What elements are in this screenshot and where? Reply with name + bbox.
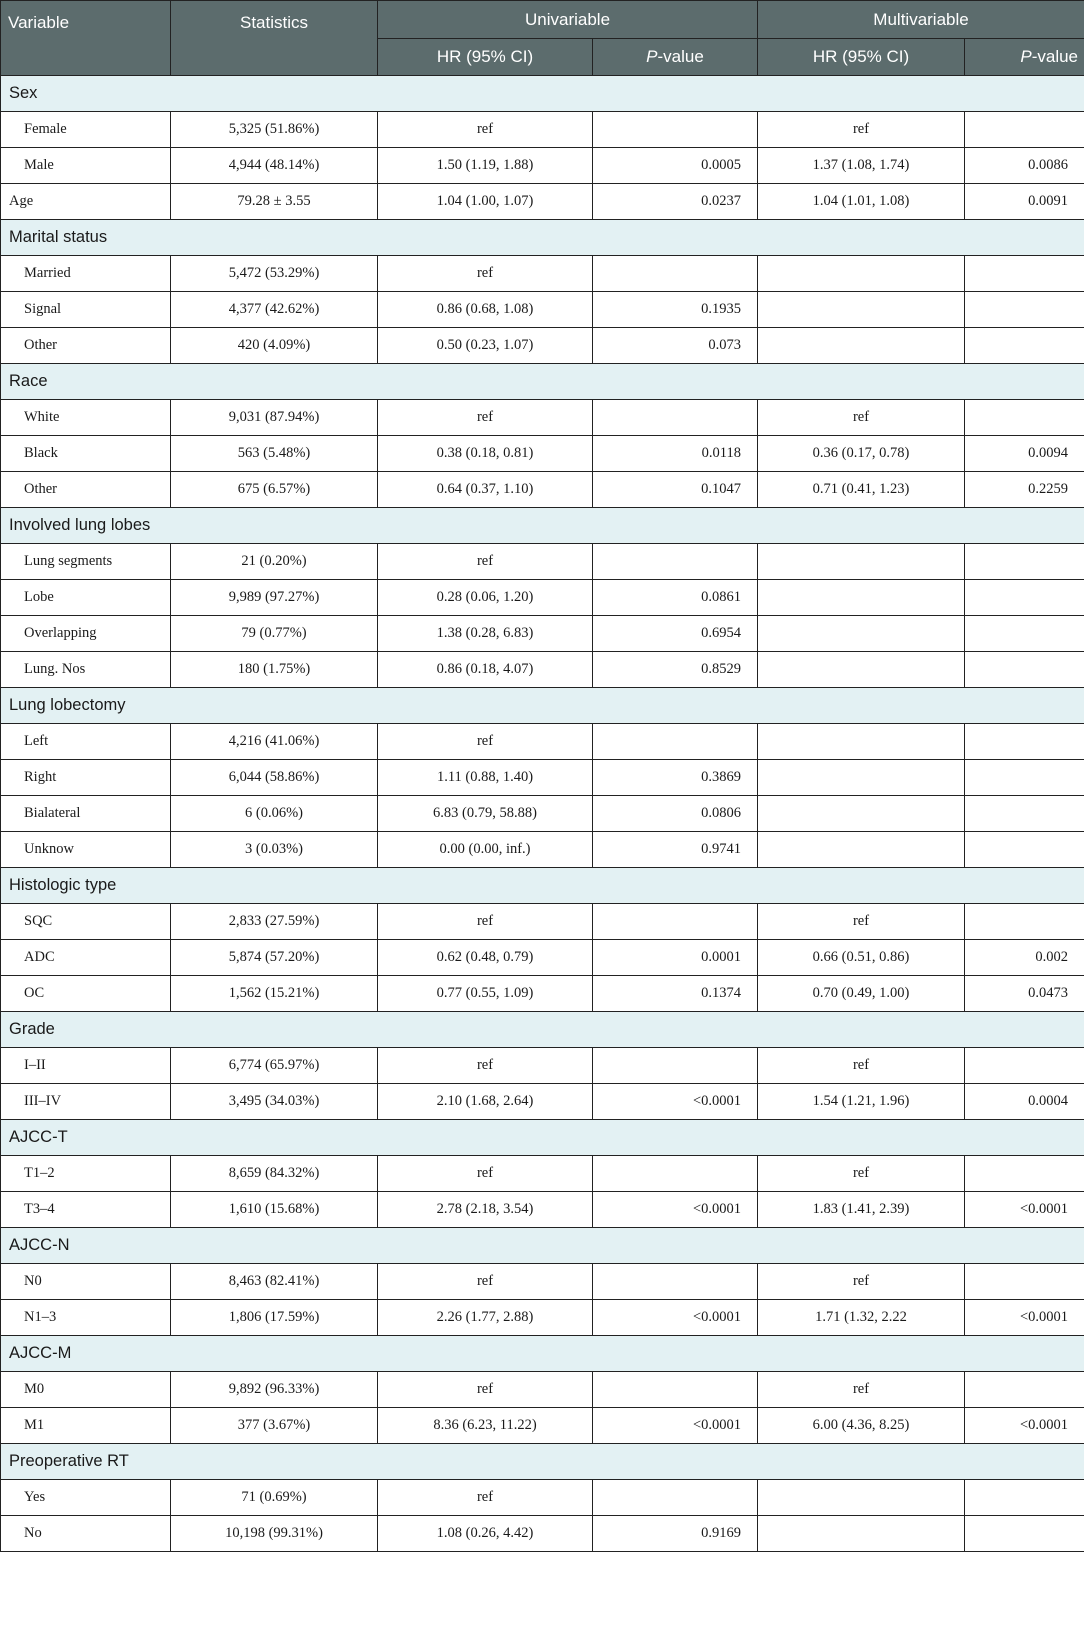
header-statistics: Statistics — [171, 1, 378, 76]
multivariable-hr-cell: 0.71 (0.41, 1.23) — [758, 472, 965, 508]
section-row — [1, 508, 1084, 544]
section-title: Lung lobectomy — [1, 688, 1084, 724]
univariable-pvalue-cell — [593, 1372, 758, 1408]
table-row — [1, 292, 1084, 328]
statistics-cell: 377 (3.67%) — [171, 1408, 378, 1444]
section-title: AJCC-N — [1, 1228, 1084, 1264]
table-row — [1, 1516, 1084, 1552]
header-multivariable-hr: HR (95% CI) — [758, 39, 965, 76]
row-label: White — [1, 400, 171, 436]
section-title: AJCC-M — [1, 1336, 1084, 1372]
multivariable-pvalue-cell — [965, 760, 1084, 796]
univariable-hr-cell: 6.83 (0.79, 58.88) — [378, 796, 593, 832]
table-row — [1, 1372, 1084, 1408]
multivariable-pvalue-cell: 0.2259 — [965, 472, 1084, 508]
univariable-pvalue-cell: 0.0861 — [593, 580, 758, 616]
multivariable-hr-cell: ref — [758, 1264, 965, 1300]
section-title: Involved lung lobes — [1, 508, 1084, 544]
univariable-pvalue-cell: 0.3869 — [593, 760, 758, 796]
statistics-cell: 3 (0.03%) — [171, 832, 378, 868]
univariable-pvalue-cell — [593, 544, 758, 580]
multivariable-pvalue-cell — [965, 1372, 1084, 1408]
table-row — [1, 112, 1084, 148]
multivariable-hr-cell — [758, 724, 965, 760]
section-row — [1, 1444, 1084, 1480]
table-row — [1, 472, 1084, 508]
univariable-pvalue-cell — [593, 1480, 758, 1516]
multivariable-hr-cell — [758, 832, 965, 868]
header-univariable-hr: HR (95% CI) — [378, 39, 593, 76]
univariable-hr-cell: ref — [378, 544, 593, 580]
table-row — [1, 1300, 1084, 1336]
univariable-hr-cell: 0.86 (0.68, 1.08) — [378, 292, 593, 328]
table-row — [1, 148, 1084, 184]
multivariable-hr-cell — [758, 652, 965, 688]
univariable-hr-cell: 0.50 (0.23, 1.07) — [378, 328, 593, 364]
statistics-cell: 10,198 (99.31%) — [171, 1516, 378, 1552]
section-row — [1, 1012, 1084, 1048]
statistics-cell: 675 (6.57%) — [171, 472, 378, 508]
table-row — [1, 328, 1084, 364]
statistics-cell: 71 (0.69%) — [171, 1480, 378, 1516]
univariable-pvalue-cell: 0.8529 — [593, 652, 758, 688]
multivariable-hr-cell: 1.54 (1.21, 1.96) — [758, 1084, 965, 1120]
table-row — [1, 976, 1084, 1012]
header-multivariable-pvalue — [965, 39, 1084, 76]
univariable-pvalue-cell — [593, 400, 758, 436]
statistics-cell: 6,774 (65.97%) — [171, 1048, 378, 1084]
multivariable-hr-cell: 1.04 (1.01, 1.08) — [758, 184, 965, 220]
multivariable-pvalue-cell: 0.0473 — [965, 976, 1084, 1012]
univariable-hr-cell: 8.36 (6.23, 11.22) — [378, 1408, 593, 1444]
table-row — [1, 1480, 1084, 1516]
multivariable-hr-cell: 6.00 (4.36, 8.25) — [758, 1408, 965, 1444]
row-label: Yes — [1, 1480, 171, 1516]
section-row — [1, 220, 1084, 256]
row-label: I–II — [1, 1048, 171, 1084]
multivariable-hr-cell — [758, 328, 965, 364]
multivariable-hr-cell: ref — [758, 112, 965, 148]
row-label: N1–3 — [1, 1300, 171, 1336]
header-univariable: Univariable — [378, 1, 758, 39]
row-label: Female — [1, 112, 171, 148]
section-row — [1, 1336, 1084, 1372]
univariable-pvalue-cell: 0.0118 — [593, 436, 758, 472]
univariable-pvalue-cell: 0.6954 — [593, 616, 758, 652]
univariable-hr-cell: ref — [378, 400, 593, 436]
row-label: Right — [1, 760, 171, 796]
table-row — [1, 904, 1084, 940]
section-title: Histologic type — [1, 868, 1084, 904]
section-row — [1, 688, 1084, 724]
univariable-pvalue-cell — [593, 112, 758, 148]
statistics-cell: 563 (5.48%) — [171, 436, 378, 472]
statistics-cell: 9,892 (96.33%) — [171, 1372, 378, 1408]
row-label: Unknow — [1, 832, 171, 868]
multivariable-pvalue-cell: <0.0001 — [965, 1300, 1084, 1336]
section-title: Race — [1, 364, 1084, 400]
univariable-hr-cell: 0.00 (0.00, inf.) — [378, 832, 593, 868]
header-variable: Variable — [1, 1, 171, 76]
row-label: Age — [1, 184, 171, 220]
section-title: Preoperative RT — [1, 1444, 1084, 1480]
statistics-cell: 4,377 (42.62%) — [171, 292, 378, 328]
table-row — [1, 796, 1084, 832]
row-label: T1–2 — [1, 1156, 171, 1192]
row-label: Lobe — [1, 580, 171, 616]
statistics-cell: 2,833 (27.59%) — [171, 904, 378, 940]
section-row — [1, 1120, 1084, 1156]
row-label: Lung. Nos — [1, 652, 171, 688]
table-row — [1, 1264, 1084, 1300]
statistics-cell: 9,031 (87.94%) — [171, 400, 378, 436]
row-label: T3–4 — [1, 1192, 171, 1228]
multivariable-hr-cell: ref — [758, 1156, 965, 1192]
statistics-cell: 9,989 (97.27%) — [171, 580, 378, 616]
statistics-cell: 1,562 (15.21%) — [171, 976, 378, 1012]
univariable-hr-cell: 0.86 (0.18, 4.07) — [378, 652, 593, 688]
table-row — [1, 1084, 1084, 1120]
statistics-cell: 1,610 (15.68%) — [171, 1192, 378, 1228]
univariable-pvalue-cell — [593, 904, 758, 940]
row-label: Other — [1, 328, 171, 364]
multivariable-pvalue-cell — [965, 1156, 1084, 1192]
univariable-pvalue-cell: 0.1047 — [593, 472, 758, 508]
univariable-pvalue-cell: 0.0005 — [593, 148, 758, 184]
multivariable-pvalue-cell — [965, 544, 1084, 580]
multivariable-pvalue-cell — [965, 1480, 1084, 1516]
univariable-pvalue-cell: 0.0806 — [593, 796, 758, 832]
multivariable-hr-cell: ref — [758, 1372, 965, 1408]
multivariable-hr-cell — [758, 292, 965, 328]
row-label: ADC — [1, 940, 171, 976]
univariable-hr-cell: ref — [378, 256, 593, 292]
multivariable-pvalue-cell: 0.0086 — [965, 148, 1084, 184]
row-label: Married — [1, 256, 171, 292]
univariable-pvalue-cell: 0.0001 — [593, 940, 758, 976]
row-label: M0 — [1, 1372, 171, 1408]
multivariable-hr-cell — [758, 1516, 965, 1552]
row-label: Bialateral — [1, 796, 171, 832]
multivariable-hr-cell: 0.36 (0.17, 0.78) — [758, 436, 965, 472]
multivariable-hr-cell — [758, 1480, 965, 1516]
multivariable-pvalue-cell — [965, 832, 1084, 868]
multivariable-hr-cell: 1.37 (1.08, 1.74) — [758, 148, 965, 184]
univariable-hr-cell: 1.38 (0.28, 6.83) — [378, 616, 593, 652]
row-label: Other — [1, 472, 171, 508]
multivariable-hr-cell: ref — [758, 904, 965, 940]
statistics-cell: 6 (0.06%) — [171, 796, 378, 832]
univariable-hr-cell: 0.77 (0.55, 1.09) — [378, 976, 593, 1012]
row-label: M1 — [1, 1408, 171, 1444]
table-row — [1, 724, 1084, 760]
statistics-cell: 5,325 (51.86%) — [171, 112, 378, 148]
multivariable-pvalue-cell — [965, 616, 1084, 652]
multivariable-hr-cell — [758, 256, 965, 292]
univariable-pvalue-cell: 0.073 — [593, 328, 758, 364]
multivariable-pvalue-cell — [965, 796, 1084, 832]
univariable-hr-cell: ref — [378, 724, 593, 760]
multivariable-pvalue-cell — [965, 400, 1084, 436]
univariable-hr-cell: ref — [378, 112, 593, 148]
multivariable-pvalue-cell — [965, 292, 1084, 328]
section-title: Sex — [1, 76, 1084, 112]
statistics-cell: 3,495 (34.03%) — [171, 1084, 378, 1120]
row-label: No — [1, 1516, 171, 1552]
univariable-pvalue-cell — [593, 1156, 758, 1192]
statistics-cell: 5,472 (53.29%) — [171, 256, 378, 292]
multivariable-pvalue-cell: <0.0001 — [965, 1408, 1084, 1444]
section-row — [1, 364, 1084, 400]
table-row — [1, 832, 1084, 868]
row-label: III–IV — [1, 1084, 171, 1120]
table-row — [1, 616, 1084, 652]
multivariable-hr-cell: 0.66 (0.51, 0.86) — [758, 940, 965, 976]
multivariable-pvalue-cell — [965, 328, 1084, 364]
header-univariable-pvalue — [593, 39, 758, 76]
section-title: Marital status — [1, 220, 1084, 256]
univariable-hr-cell: ref — [378, 1480, 593, 1516]
header-multivariable: Multivariable — [758, 1, 1084, 39]
multivariable-hr-cell — [758, 760, 965, 796]
row-label: Signal — [1, 292, 171, 328]
table-row — [1, 1048, 1084, 1084]
row-label: OC — [1, 976, 171, 1012]
table-row — [1, 436, 1084, 472]
univariable-pvalue-cell — [593, 724, 758, 760]
univariable-hr-cell: 1.08 (0.26, 4.42) — [378, 1516, 593, 1552]
table-row — [1, 400, 1084, 436]
univariable-hr-cell: ref — [378, 1264, 593, 1300]
univariable-hr-cell: 0.38 (0.18, 0.81) — [378, 436, 593, 472]
univariable-hr-cell: 0.62 (0.48, 0.79) — [378, 940, 593, 976]
table-row — [1, 652, 1084, 688]
univariable-pvalue-cell: <0.0001 — [593, 1300, 758, 1336]
univariable-pvalue-cell: <0.0001 — [593, 1408, 758, 1444]
multivariable-pvalue-cell — [965, 256, 1084, 292]
p-rest: -value — [657, 47, 704, 66]
multivariable-pvalue-cell: <0.0001 — [965, 1192, 1084, 1228]
row-label: Male — [1, 148, 171, 184]
p-italic: P — [646, 47, 658, 66]
multivariable-pvalue-cell — [965, 1048, 1084, 1084]
statistics-cell: 1,806 (17.59%) — [171, 1300, 378, 1336]
row-label: Black — [1, 436, 171, 472]
p-rest: -value — [1031, 47, 1079, 66]
univariable-hr-cell: 0.28 (0.06, 1.20) — [378, 580, 593, 616]
multivariable-hr-cell — [758, 616, 965, 652]
statistics-cell: 8,659 (84.32%) — [171, 1156, 378, 1192]
statistics-cell: 8,463 (82.41%) — [171, 1264, 378, 1300]
univariable-pvalue-cell — [593, 1264, 758, 1300]
multivariable-pvalue-cell: 0.0004 — [965, 1084, 1084, 1120]
multivariable-pvalue-cell — [965, 652, 1084, 688]
univariable-pvalue-cell: 0.1374 — [593, 976, 758, 1012]
multivariable-pvalue-cell — [965, 112, 1084, 148]
univariable-hr-cell: 2.26 (1.77, 2.88) — [378, 1300, 593, 1336]
table-row — [1, 184, 1084, 220]
multivariable-hr-cell: 1.83 (1.41, 2.39) — [758, 1192, 965, 1228]
univariable-hr-cell: 1.04 (1.00, 1.07) — [378, 184, 593, 220]
table-row — [1, 940, 1084, 976]
univariable-pvalue-cell — [593, 256, 758, 292]
section-row — [1, 1228, 1084, 1264]
multivariable-pvalue-cell — [965, 580, 1084, 616]
multivariable-pvalue-cell — [965, 1516, 1084, 1552]
multivariable-hr-cell: ref — [758, 400, 965, 436]
section-title: AJCC-T — [1, 1120, 1084, 1156]
statistics-cell: 5,874 (57.20%) — [171, 940, 378, 976]
univariable-hr-cell: ref — [378, 904, 593, 940]
section-row — [1, 868, 1084, 904]
multivariable-hr-cell — [758, 544, 965, 580]
univariable-hr-cell: 1.11 (0.88, 1.40) — [378, 760, 593, 796]
multivariable-pvalue-cell: 0.0094 — [965, 436, 1084, 472]
table-row — [1, 256, 1084, 292]
section-row — [1, 76, 1084, 112]
multivariable-hr-cell: 1.71 (1.32, 2.22 — [758, 1300, 965, 1336]
table-row — [1, 544, 1084, 580]
univariable-pvalue-cell: 0.9169 — [593, 1516, 758, 1552]
univariable-pvalue-cell: 0.1935 — [593, 292, 758, 328]
row-label: Lung segments — [1, 544, 171, 580]
statistics-cell: 420 (4.09%) — [171, 328, 378, 364]
multivariable-pvalue-cell — [965, 904, 1084, 940]
univariable-hr-cell: 2.10 (1.68, 2.64) — [378, 1084, 593, 1120]
univariable-pvalue-cell: 0.0237 — [593, 184, 758, 220]
statistics-cell: 4,216 (41.06%) — [171, 724, 378, 760]
row-label: Left — [1, 724, 171, 760]
multivariable-hr-cell: 0.70 (0.49, 1.00) — [758, 976, 965, 1012]
multivariable-pvalue-cell: 0.0091 — [965, 184, 1084, 220]
univariable-pvalue-cell — [593, 1048, 758, 1084]
univariable-pvalue-cell: <0.0001 — [593, 1192, 758, 1228]
univariable-hr-cell: ref — [378, 1048, 593, 1084]
table-row — [1, 760, 1084, 796]
section-title: Grade — [1, 1012, 1084, 1048]
statistics-cell: 21 (0.20%) — [171, 544, 378, 580]
univariable-hr-cell: ref — [378, 1372, 593, 1408]
statistics-cell: 79.28 ± 3.55 — [171, 184, 378, 220]
table-row — [1, 1156, 1084, 1192]
p-italic: P — [1020, 47, 1032, 66]
row-label: Overlapping — [1, 616, 171, 652]
multivariable-hr-cell: ref — [758, 1048, 965, 1084]
table-body — [1, 76, 1084, 1552]
univariable-hr-cell: 0.64 (0.37, 1.10) — [378, 472, 593, 508]
multivariable-pvalue-cell — [965, 1264, 1084, 1300]
univariable-hr-cell: ref — [378, 1156, 593, 1192]
statistics-cell: 4,944 (48.14%) — [171, 148, 378, 184]
table-row — [1, 1192, 1084, 1228]
multivariable-hr-cell — [758, 796, 965, 832]
statistics-cell: 6,044 (58.86%) — [171, 760, 378, 796]
row-label: N0 — [1, 1264, 171, 1300]
multivariable-pvalue-cell: 0.002 — [965, 940, 1084, 976]
statistics-cell: 79 (0.77%) — [171, 616, 378, 652]
statistics-cell: 180 (1.75%) — [171, 652, 378, 688]
table-header — [1, 1, 1084, 76]
univariable-hr-cell: 1.50 (1.19, 1.88) — [378, 148, 593, 184]
multivariable-pvalue-cell — [965, 724, 1084, 760]
univariable-pvalue-cell: <0.0001 — [593, 1084, 758, 1120]
row-label: SQC — [1, 904, 171, 940]
table-row — [1, 1408, 1084, 1444]
univariable-hr-cell: 2.78 (2.18, 3.54) — [378, 1192, 593, 1228]
multivariable-hr-cell — [758, 580, 965, 616]
univariable-pvalue-cell: 0.9741 — [593, 832, 758, 868]
table-row — [1, 580, 1084, 616]
